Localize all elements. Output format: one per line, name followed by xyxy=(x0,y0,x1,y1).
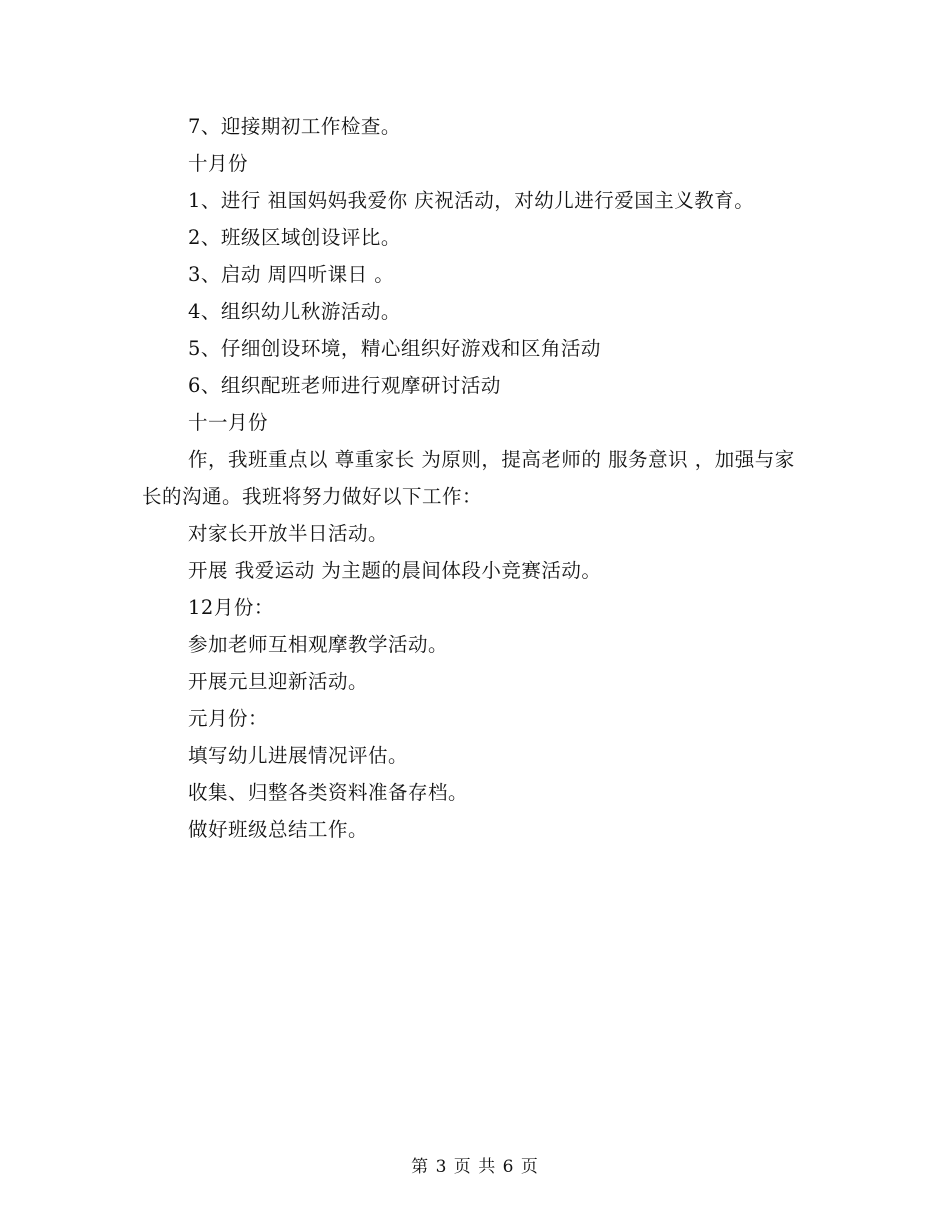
text-line: 收集、归整各类资料准备存档。 xyxy=(188,781,469,804)
text-line: 5、仔细创设环境，精心组织好游戏和区角活动 xyxy=(188,337,601,360)
body-paragraph: 作，我班重点以 尊重家长 为原则，提高老师的 服务意识 ，加强与家长的沟通。我班将努力做好以下工作： xyxy=(142,448,795,508)
text-line: 开展元旦迎新活动。 xyxy=(188,670,369,693)
text-line: 6、组织配班老师进行观摩研讨活动 xyxy=(188,374,501,397)
text-line: 参加老师互相观摩教学活动。 xyxy=(188,633,449,656)
page-number-footer: 第 3 页 共 6 页 xyxy=(411,1157,539,1177)
text-line: 7、迎接期初工作检查。 xyxy=(188,115,401,138)
section-heading-january: 元月份： xyxy=(188,707,269,730)
text-line: 2、班级区域创设评比。 xyxy=(188,226,401,249)
text-line: 4、组织幼儿秋游活动。 xyxy=(188,300,401,323)
text-line: 3、启动 周四听课日 。 xyxy=(188,263,395,286)
text-line: 做好班级总结工作。 xyxy=(188,818,369,841)
text-line: 开展 我爱运动 为主题的晨间体段小竞赛活动。 xyxy=(188,559,602,582)
text-line: 填写幼儿进展情况评估。 xyxy=(188,744,409,767)
section-heading-november: 十一月份 xyxy=(188,411,269,434)
text-line: 对家长开放半日活动。 xyxy=(188,522,389,545)
text-line: 1、进行 祖国妈妈我爱你 庆祝活动，对幼儿进行爱国主义教育。 xyxy=(188,189,755,212)
section-heading-october: 十月份 xyxy=(188,152,249,175)
section-heading-december: 12月份： xyxy=(188,596,274,619)
document-body xyxy=(142,108,810,848)
